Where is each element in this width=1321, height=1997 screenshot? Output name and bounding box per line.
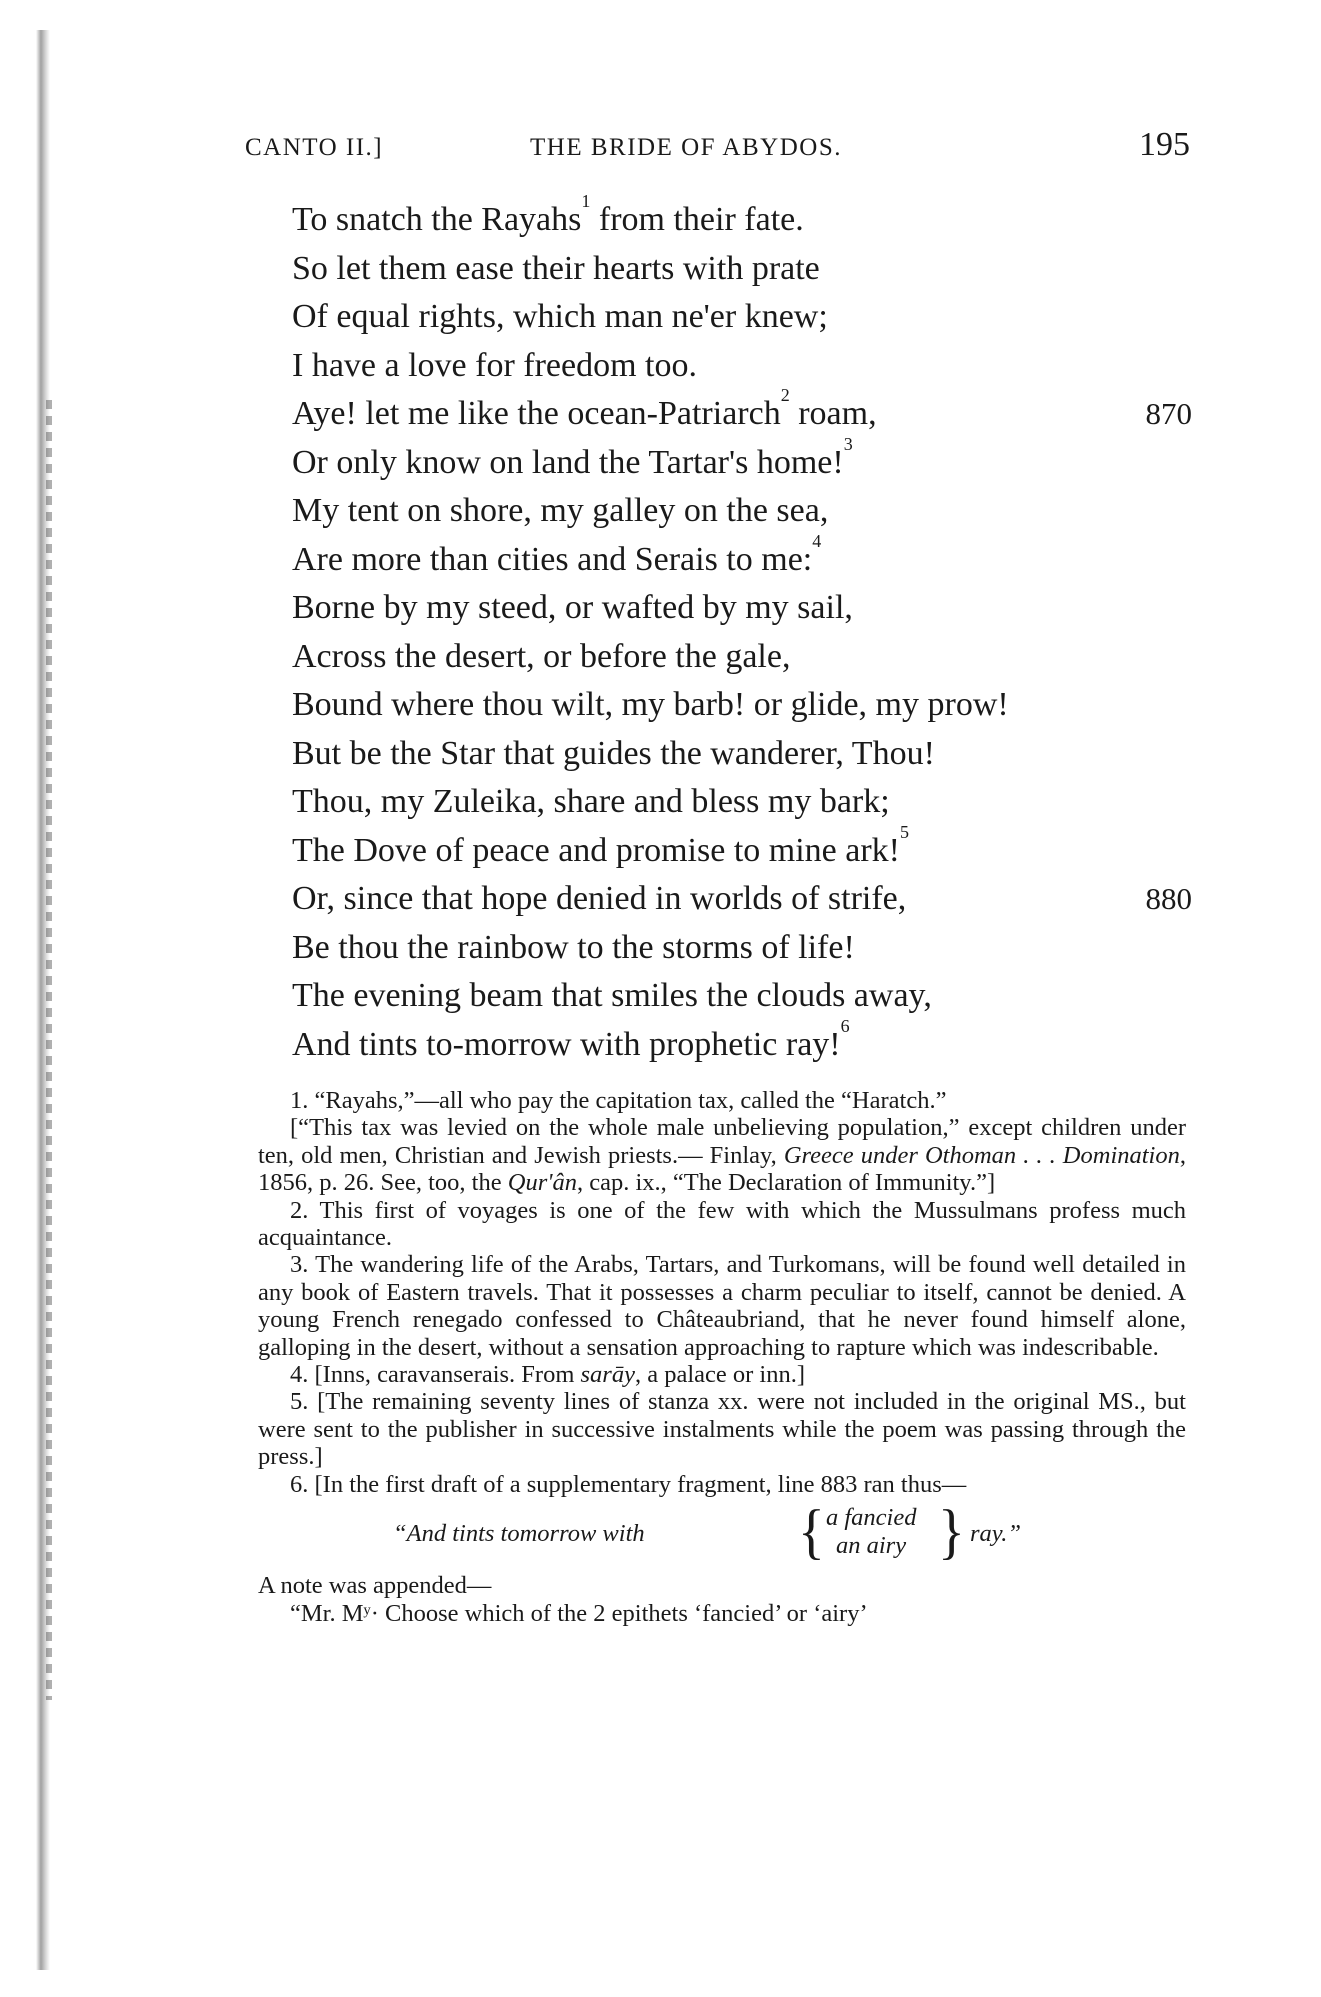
footnote-marker: 1 [581,191,591,211]
footnote-2: 2. This first of voyages is one of the few with which the Mussulmans profess much acquaintance. [258,1196,1186,1252]
poem-line [292,293,1192,342]
poem-line [292,681,1192,730]
poem-line-text: My tent on shore, my galley on the sea, [292,492,829,529]
right-brace: } [938,1497,965,1567]
variant-option-fancied: a fancied [826,1504,917,1532]
poem-line [292,778,1192,827]
note-last-line: “Mr. Mʸ· Choose which of the 2 epithets ‘fancied’ or ‘airy’ [290,1599,868,1627]
poem-line [292,584,1192,633]
footnote-3: 3. The wandering life of the Arabs, Tartars, and Turkomans, will be found well detailed in any book of Eastern travels. That it possesses a charm peculiar to itself, cannot be denied. A young French renegado confessed to Châteaubriand, that he never found himself alone, galloping in the desert, without a sensation approaching to rapture which was indescribable. [258,1251,1186,1361]
footnote-1: 1. “Rayahs,”—all who pay the capitation tax, called the “Haratch.” [290,1087,947,1114]
footnote-4: 4. [Inns, caravanserais. From sarāy, a palace or inn.] [290,1361,806,1389]
poem-line-text: Be thou the rainbow to the storms of life! [292,928,855,966]
variant-main-text: “And tints tomorrow with [393,1520,645,1548]
poem-line [292,924,1192,973]
poem-line [292,821,1192,876]
line-number: 880 [1145,881,1192,916]
poem-line-text: And tints to-morrow with prophetic ray! [292,1025,841,1063]
poem-line-text: The evening beam that smiles the clouds away, [292,977,932,1014]
footnote-5: 5. [The remaining seventy lines of stanza xx. were not included in the original MS., but were sent to the publisher in successive instalments while the poem was passing through the press.] [258,1388,1186,1471]
book-title: THE BRIDE OF ABYDOS. [530,134,842,161]
poem-line [292,385,1192,439]
poem-line-text: But be the Star that guides the wanderer, Thou! [292,734,935,772]
poem-line-text: Thou, my Zuleika, share and bless my bark; [292,783,890,820]
poem-line-text: The Dove of peace and promise to mine ark! [292,831,900,869]
poem-line [292,530,1192,585]
poem-line [292,245,1192,294]
footnote-marker: 6 [840,1015,850,1036]
poem-line-text: Bound where thou wilt, my barb! or glide, my prow! [292,686,1009,723]
variant-reading [258,1497,1186,1572]
footnote-marker: 4 [812,530,822,551]
left-brace: { [798,1497,825,1567]
poem-line-text: Borne by my steed, or wafted by my sail, [292,589,853,626]
poem-line-text-continued: from their fate. [590,201,804,238]
footnote-1-bracket: [“This tax was levied on the whole male unbelieving population,” except children under ten, old men, Christian and Jewish priests.— Finlay, Greece under Othoman . . . Domination, 1856, p. 26. See, too, the Qur'ân, cap. ix., “The Declaration of Immunity.”] [258,1114,1186,1197]
footnotes [258,1087,1186,1627]
footnote-marker: 2 [780,385,790,405]
poem-line-text: Or, since that hope denied in worlds of strife, [292,880,907,917]
poem-line-text-continued: roam, [789,395,877,432]
poem-line-text: Aye! let me like the ocean-Patriarch [292,395,781,432]
poem-body [292,191,1192,1069]
running-head [245,126,1190,166]
poem-line-text: To snatch the Rayahs [292,201,582,238]
variant-option-airy: an airy [836,1532,907,1560]
poem-line-text: Or only know on land the Tartar's home! [292,443,844,481]
poem-line [292,433,1192,488]
poem-line-text: So let them ease their hearts with prate [292,249,820,287]
poem-line [292,730,1192,779]
poem-line [292,972,1192,1021]
poem-line [292,875,1192,924]
variant-end-text: ray.” [970,1520,1022,1548]
poem-line [292,487,1192,536]
line-number: 870 [1145,396,1192,431]
poem-line-text: I have a love for freedom too. [292,346,697,384]
poem-line-text: Are more than cities and Serais to me: [292,540,813,578]
note-appended: A note was appended— [258,1572,492,1600]
poem-line-text: Of equal rights, which man ne'er knew; [292,298,828,335]
binding-stitching [46,400,52,1700]
footnote-6: 6. [In the first draft of a supplementary fragment, line 883 ran thus— [290,1470,967,1498]
poem-line [292,342,1192,391]
page-number: 195 [1139,126,1190,163]
poem-line-text: Across the desert, or before the gale, [292,637,791,675]
poem-line [292,1015,1192,1070]
poem-line [292,191,1192,245]
footnote-marker: 3 [843,433,853,454]
footnote-marker: 5 [899,821,909,842]
canto-label: CANTO II.] [245,134,384,161]
poem-line [292,633,1192,682]
